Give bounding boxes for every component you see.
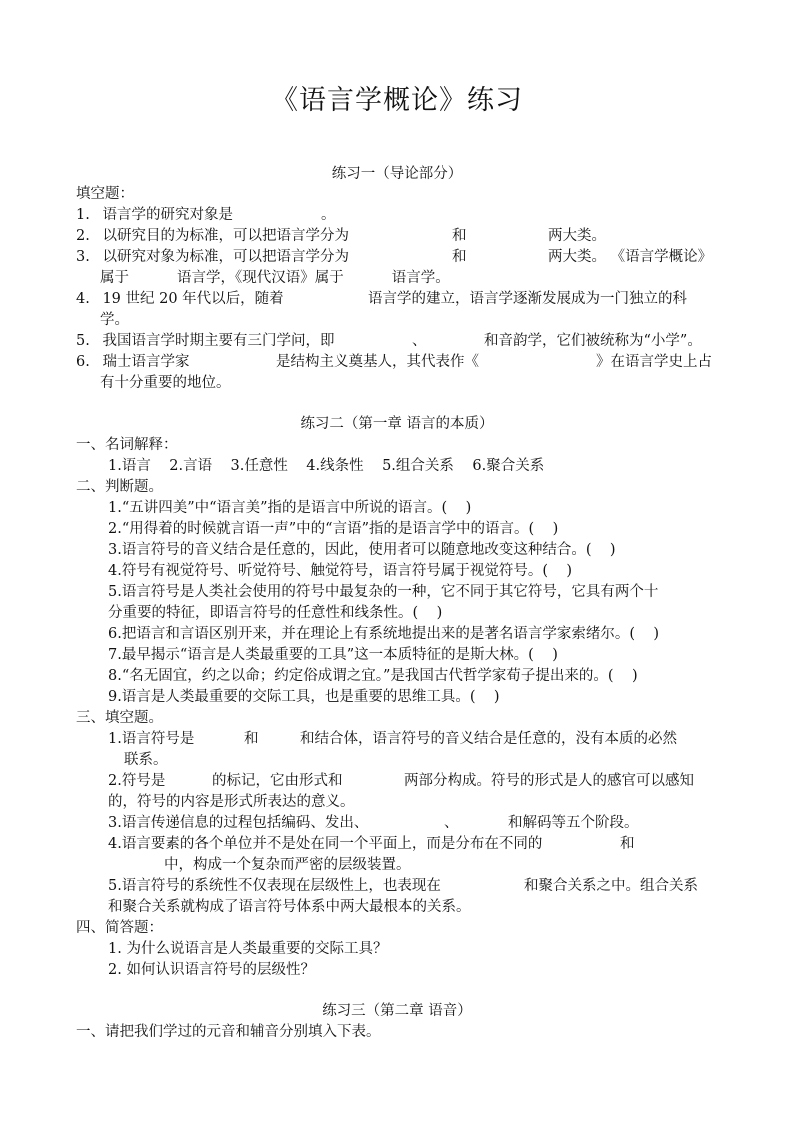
item-text: 以研究目的为标准，可以把语言学分为 xyxy=(102,228,349,244)
judge-item-4: 4.符号有视觉符号、听觉符号、触觉符号，语言符号属于视觉符号。( ) xyxy=(108,563,573,579)
item-number: 4. xyxy=(76,291,90,307)
fill-item-5: 5.语言符号的系统性不仅表现在层级性上，也表现在 xyxy=(108,878,441,894)
ex1-item-5-sep: 、 xyxy=(412,333,427,349)
ex2-part-3-label: 三、填空题。 xyxy=(76,710,163,726)
ex3-part-1-label: 一、请把我们学过的元音和辅音分别填入下表。 xyxy=(76,1024,381,1040)
ex1-item-6 xyxy=(76,350,189,371)
fill-item-2: 2.符号是 xyxy=(108,773,166,789)
ex2-part-1-label: 一、名词解释： xyxy=(76,437,178,453)
ex1-item-3 xyxy=(76,245,349,266)
judge-item-5: 5.语言符号是人类社会使用的符号中最复杂的一种，它不同于其它符号，它具有两个十 xyxy=(108,584,659,600)
fill-item-2-mid: 的标记，它由形式和 xyxy=(212,773,343,789)
document-title: 《语言学概论》练习 xyxy=(271,85,523,116)
ex1-item-3-and: 和 xyxy=(452,249,467,265)
short-answer-1: 1. 为什么说语言是人类最重要的交际工具？ xyxy=(108,941,388,957)
ex1-item-6-mid: 是结构主义奠基人，其代表作《 xyxy=(276,354,479,370)
ex1-item-6-cont: 有十分重要的地位。 xyxy=(100,375,231,391)
fill-item-1-rest: 和结合体，语言符号的音义结合是任意的，没有本质的必然 xyxy=(300,731,677,747)
item-text: 我国语言学时期主要有三门学问，即 xyxy=(102,333,335,349)
judge-item-5-cont: 分重要的特征，即语言符号的任意性和线条性。( ) xyxy=(108,605,443,621)
ex1-item-5-end: 和音韵学，它们被统称为“小学”。 xyxy=(484,333,702,349)
ex1-item-5 xyxy=(76,329,334,350)
fill-item-3-sep: 、 xyxy=(444,815,459,831)
item-text: 。 xyxy=(320,207,336,223)
judge-item-3: 3.语言符号的音义结合是任意的，因此，使用者可以随意地改变这种结合。( ) xyxy=(108,542,616,558)
ex1-part-label: 填空题： xyxy=(76,186,134,202)
ex1-item-6-end: 》在语言学史上占 xyxy=(596,354,712,370)
ex1-item-4-rest: 语言学的建立，语言学逐渐发展成为一门独立的科 xyxy=(368,291,687,307)
ex1-item-4-cont: 学。 xyxy=(100,312,129,328)
item-text: 19 世纪 20 年代以后，随着 xyxy=(102,291,284,307)
ex1-item-3-end: 两大类。 《语言学概论》 xyxy=(548,249,713,265)
ex1-item-3-cont: 属于 语言学，《现代汉语》属于 语言学。 xyxy=(100,270,450,286)
item-number: 6. xyxy=(76,354,90,370)
item-text: 语言学的研究对象是 xyxy=(102,207,233,223)
short-answer-2: 2. 如何认识语言符号的层级性？ xyxy=(108,962,315,978)
ex1-item-2-end: 两大类。 xyxy=(548,228,606,244)
judge-item-6: 6.把语言和言语区别开来，并在理论上有系统地提出来的是著名语言学家索绪尔。( ) xyxy=(108,626,660,642)
fill-item-5-rest: 和聚合关系之中。组合关系 xyxy=(524,878,698,894)
item-number: 3. xyxy=(76,249,90,265)
judge-item-9: 9.语言是人类最重要的交际工具，也是重要的思维工具。( ) xyxy=(108,689,500,705)
exercise-1-heading: 练习一（导论部分） xyxy=(331,166,463,182)
ex1-item-2 xyxy=(76,224,349,245)
fill-item-3: 3.语言传递信息的过程包括编码、发出、 xyxy=(108,815,369,831)
exercise-2-heading: 练习二（第一章 语言的本质） xyxy=(300,416,494,432)
exercise-3-heading: 练习三（第二章 语音） xyxy=(322,1003,472,1019)
item-number: 5. xyxy=(76,333,90,349)
judge-item-7: 7.最早揭示“语言是人类最重要的工具”这一本质特征的是斯大林。( ) xyxy=(108,647,558,663)
fill-item-1-and: 和 xyxy=(244,731,259,747)
fill-item-5-cont: 和聚合关系就构成了语言符号体系中两大最根本的关系。 xyxy=(108,899,471,915)
fill-item-2-rest: 两部分构成。符号的形式是人的感官可以感知 xyxy=(404,773,694,789)
fill-item-4-cont: 中，构成一个复杂而严密的层级装置。 xyxy=(164,857,411,873)
ex2-terms: 1.语言 2.言语 3.任意性 4.线条性 5.组合关系 6.聚合关系 xyxy=(108,458,545,474)
ex2-part-4-label: 四、简答题： xyxy=(76,920,163,936)
item-text: 瑞士语言学家 xyxy=(102,354,190,370)
judge-item-1: 1.“五讲四美”中“语言美”指的是语言中所说的语言。( ) xyxy=(108,500,472,516)
fill-item-1: 1.语言符号是 xyxy=(108,731,195,747)
fill-item-2-cont: 的，符号的内容是形式所表达的意义。 xyxy=(108,794,355,810)
item-text: 以研究对象为标准，可以把语言学分为 xyxy=(102,249,349,265)
item-number: 1. xyxy=(76,207,90,223)
ex2-part-2-label: 二、判断题。 xyxy=(76,479,163,495)
fill-item-4-and: 和 xyxy=(620,836,635,852)
ex1-item-1 xyxy=(76,203,335,224)
item-number: 2. xyxy=(76,228,90,244)
fill-item-3-rest: 和解码等五个阶段。 xyxy=(508,815,639,831)
judge-item-8: 8.“名无固宜，约之以命；约定俗成谓之宜。”是我国古代哲学家荀子提出来的。( ) xyxy=(108,668,638,684)
fill-item-4: 4.语言要素的各个单位并不是处在同一个平面上，而是分布在不同的 xyxy=(108,836,543,852)
judge-item-2: 2.“用得着的时候就言语一声”中的“言语”指的是语言学中的语言。( ) xyxy=(108,521,559,537)
ex1-item-4 xyxy=(76,287,284,308)
fill-item-1-cont: 联系。 xyxy=(124,752,168,768)
ex1-item-2-and: 和 xyxy=(452,228,467,244)
